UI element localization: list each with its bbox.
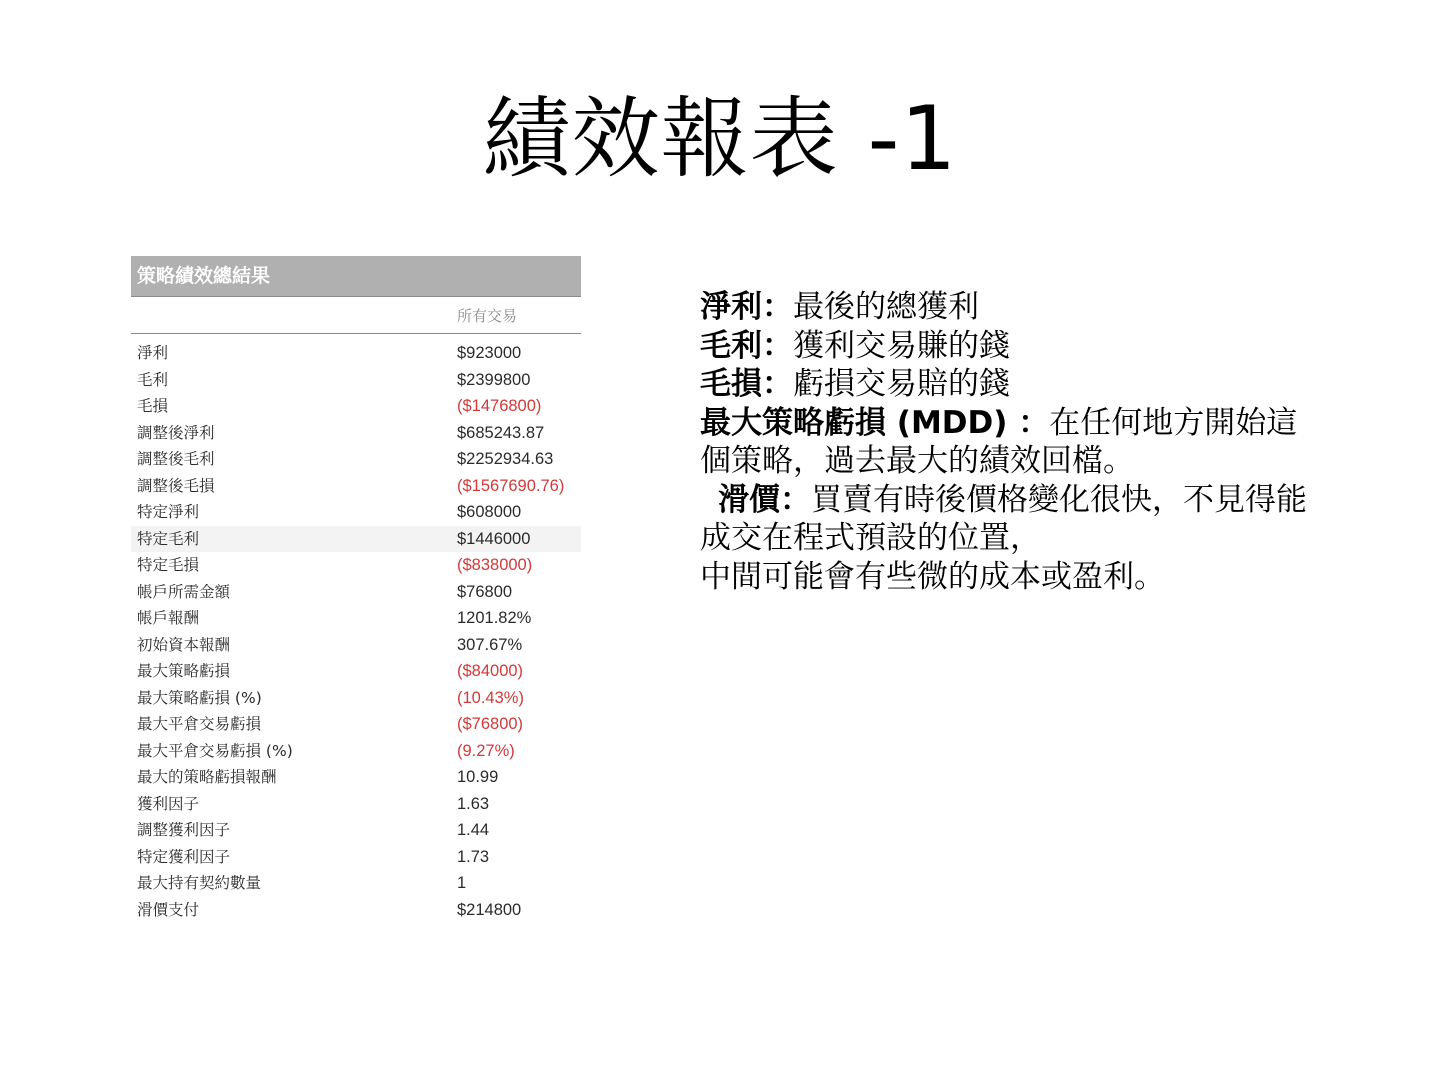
metric-label: 最大策略虧損 (%) xyxy=(137,688,262,707)
definition-slippage-continued: 中間可能會有些微的成本或盈利。 xyxy=(700,558,1165,595)
table-row xyxy=(131,738,581,765)
table-row xyxy=(131,340,581,367)
metric-value: $2399800 xyxy=(457,370,531,389)
metric-value: $214800 xyxy=(457,900,522,919)
table-row xyxy=(131,844,581,871)
table-row xyxy=(131,658,581,685)
metric-value: $1446000 xyxy=(457,529,531,548)
metric-label: 最大持有契約數量 xyxy=(137,874,262,892)
metric-label: 特定獲利因子 xyxy=(137,847,231,866)
metric-label: 最大的策略虧損報酬 xyxy=(137,768,277,786)
term-description: 在任何地方開始這 xyxy=(1049,404,1298,441)
metric-value: 1.63 xyxy=(457,794,490,813)
metric-value: 307.67% xyxy=(457,635,523,654)
metric-value: 1201.82% xyxy=(457,609,532,627)
table-row xyxy=(131,791,581,818)
definition-slippage-continued: 成交在程式預設的位置， xyxy=(700,520,1041,556)
term-label: 淨利： xyxy=(700,289,793,325)
metric-value: 1.73 xyxy=(457,847,490,866)
metric-label: 毛損 xyxy=(137,397,169,415)
metric-label: 最大策略虧損 xyxy=(137,662,231,680)
table-row xyxy=(131,605,581,632)
definition-mdd-continued: 個策略，過去最大的績效回檔。 xyxy=(700,443,1134,479)
metric-value: ($838000) xyxy=(457,556,533,574)
definition-slippage xyxy=(700,481,1360,520)
definition-net-profit xyxy=(700,288,1360,327)
metric-label: 帳戶所需金額 xyxy=(137,582,231,601)
table-row xyxy=(131,446,581,473)
definition-mdd xyxy=(700,404,1360,443)
metric-label: 獲利因子 xyxy=(137,794,200,813)
table-row xyxy=(131,552,581,579)
table-row xyxy=(131,526,581,553)
metric-label: 特定淨利 xyxy=(137,503,200,521)
metric-value: $76800 xyxy=(457,582,513,601)
metric-label: 滑價支付 xyxy=(137,900,200,919)
metric-value: ($1567690.76) xyxy=(457,476,565,495)
definition-gross-loss xyxy=(700,365,1360,404)
metric-label: 特定毛損 xyxy=(137,556,200,574)
metric-label: 特定毛利 xyxy=(137,529,200,548)
metric-label: 毛利 xyxy=(137,370,169,389)
metric-value: $685243.87 xyxy=(457,423,545,442)
metric-value: 1 xyxy=(457,874,467,892)
table-row xyxy=(131,367,581,394)
table-row xyxy=(131,764,581,791)
table-row xyxy=(131,579,581,606)
term-description: 最後的總獲利 xyxy=(793,289,979,325)
table-row xyxy=(131,897,581,924)
metric-value: 1.44 xyxy=(457,821,490,839)
metric-value: $2252934.63 xyxy=(457,450,554,468)
term-label: 毛利： xyxy=(700,327,793,364)
metric-label: 調整後毛利 xyxy=(137,450,215,468)
definition-gross-profit xyxy=(700,327,1360,366)
table-row xyxy=(131,473,581,500)
metric-label: 最大平倉交易虧損 (%) xyxy=(137,741,293,760)
metric-label: 調整獲利因子 xyxy=(137,821,231,839)
term-description: 獲利交易賺的錢 xyxy=(793,327,1010,364)
metric-label: 最大平倉交易虧損 xyxy=(137,715,262,733)
metric-label: 調整後毛損 xyxy=(137,476,215,495)
metric-label: 淨利 xyxy=(137,344,169,362)
column-header-all-trades: 所有交易 xyxy=(457,307,518,325)
metric-value: ($76800) xyxy=(457,715,524,733)
table-row xyxy=(131,711,581,738)
term-description: 買賣有時後價格變化很快，不見得能 xyxy=(811,481,1307,518)
metric-value: $608000 xyxy=(457,503,522,521)
metric-value: (10.43%) xyxy=(457,688,524,707)
metric-value: 10.99 xyxy=(457,768,499,786)
table-header: 策略績效總結果 xyxy=(131,256,581,296)
metric-value: (9.27%) xyxy=(457,741,515,760)
table-row xyxy=(131,632,581,659)
term-label: 滑價： xyxy=(718,481,811,518)
performance-summary-table xyxy=(131,256,581,923)
term-label: 毛損： xyxy=(700,366,793,402)
table-body xyxy=(131,340,581,923)
table-row xyxy=(131,870,581,897)
metric-value: ($1476800) xyxy=(457,397,542,415)
metric-label: 調整後淨利 xyxy=(137,423,215,442)
table-row xyxy=(131,420,581,447)
slide-title: 績效報表 -1 xyxy=(482,87,958,190)
table-row xyxy=(131,685,581,712)
term-description: 虧損交易賠的錢 xyxy=(793,366,1010,402)
table-row xyxy=(131,499,581,526)
metric-label: 帳戶報酬 xyxy=(137,609,200,627)
metric-value: ($84000) xyxy=(457,662,524,680)
term-label: 最大策略虧損 (MDD) ： xyxy=(700,404,1050,441)
definitions-text xyxy=(700,288,1360,596)
metric-label: 初始資本報酬 xyxy=(137,635,231,654)
divider xyxy=(131,333,581,334)
metric-value: $923000 xyxy=(457,344,522,362)
table-row xyxy=(131,817,581,844)
table-row xyxy=(131,393,581,420)
